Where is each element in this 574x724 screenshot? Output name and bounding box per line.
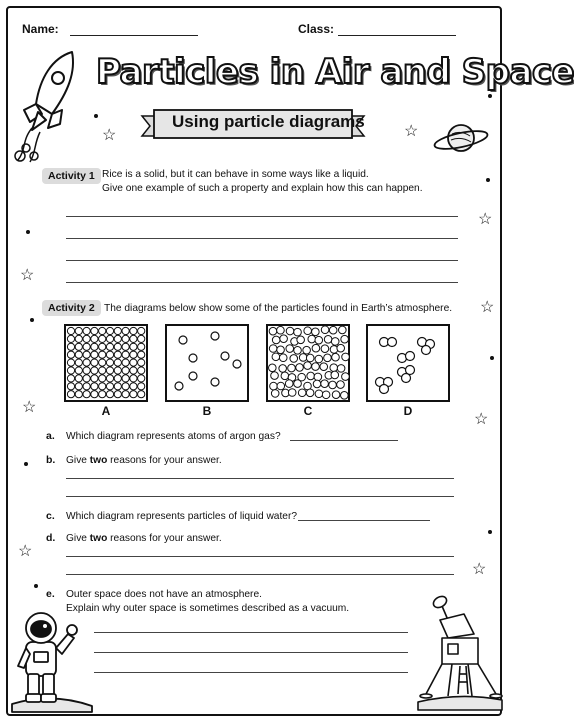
particle xyxy=(312,328,320,336)
particle xyxy=(75,367,82,374)
star-dot xyxy=(488,94,492,98)
particle xyxy=(337,365,345,373)
diagram-c-particles xyxy=(268,326,348,400)
particle xyxy=(332,391,340,399)
particle xyxy=(281,372,289,380)
answer-line[interactable] xyxy=(66,282,458,283)
particle xyxy=(106,359,113,366)
answer-line[interactable] xyxy=(66,556,454,557)
particle xyxy=(122,367,129,374)
answer-line[interactable] xyxy=(290,440,398,441)
particle xyxy=(67,375,74,382)
particle xyxy=(67,327,74,334)
particle xyxy=(83,351,90,358)
particle xyxy=(304,327,312,335)
answer-line[interactable] xyxy=(66,216,458,217)
particle xyxy=(296,364,304,372)
activity-1-tag: Activity 1 xyxy=(42,168,101,184)
answer-line[interactable] xyxy=(94,632,408,633)
particle xyxy=(138,391,145,398)
question-d-letter: d. xyxy=(46,532,56,544)
particle xyxy=(67,391,74,398)
particle xyxy=(91,327,98,334)
star-icon: ☆ xyxy=(478,211,493,228)
page-title: Particles in Air and Space xyxy=(96,52,574,92)
particle xyxy=(270,382,278,390)
activity-2-tag: Activity 2 xyxy=(42,300,101,316)
star-icon: ☆ xyxy=(20,267,35,284)
particle xyxy=(324,354,332,362)
particle xyxy=(294,346,302,354)
planet-icon xyxy=(432,118,490,158)
particle xyxy=(106,335,113,342)
particle xyxy=(315,336,323,344)
particle xyxy=(99,343,106,350)
particle xyxy=(67,383,74,390)
lunar-lander-icon xyxy=(418,594,502,710)
particle xyxy=(99,375,106,382)
activity-1-prompt-line1: Rice is a solid, but it can behave in some ways like a liquid. xyxy=(102,169,369,180)
star-icon: ☆ xyxy=(404,123,419,140)
particle xyxy=(272,336,280,344)
answer-line[interactable] xyxy=(66,238,458,239)
particle xyxy=(298,389,306,397)
particle xyxy=(308,335,316,343)
particle xyxy=(312,363,320,371)
particle xyxy=(321,345,329,353)
particle xyxy=(341,335,349,343)
particle xyxy=(286,345,294,353)
particle xyxy=(91,383,98,390)
particle xyxy=(303,346,311,354)
particle xyxy=(67,351,74,358)
particle xyxy=(99,351,106,358)
particle xyxy=(75,343,82,350)
particle xyxy=(114,351,121,358)
particle xyxy=(130,327,137,334)
diagram-a xyxy=(64,324,148,402)
particle xyxy=(304,362,312,370)
particle xyxy=(91,359,98,366)
particle xyxy=(307,372,315,380)
particle xyxy=(99,327,106,334)
particle xyxy=(321,326,329,334)
particle xyxy=(106,367,113,374)
activity-2-intro: The diagrams below show some of the particles found in Earth’s atmosphere. xyxy=(104,303,453,314)
particle xyxy=(290,355,298,363)
particle xyxy=(99,359,106,366)
particle xyxy=(138,367,145,374)
particle xyxy=(83,359,90,366)
question-c-letter: c. xyxy=(46,510,55,522)
particle xyxy=(297,336,305,344)
particle xyxy=(288,389,296,397)
question-e-line1: Outer space does not have an atmosphere. xyxy=(66,589,262,600)
diagram-a-label: A xyxy=(101,404,111,418)
particle xyxy=(114,343,121,350)
particle xyxy=(130,359,137,366)
particle xyxy=(114,359,121,366)
particle xyxy=(306,389,314,397)
particle xyxy=(306,354,314,362)
particle xyxy=(294,380,302,388)
particle xyxy=(83,367,90,374)
particle xyxy=(294,328,302,336)
particle xyxy=(130,335,137,342)
particle xyxy=(329,381,337,389)
particle xyxy=(114,383,121,390)
particle xyxy=(322,391,330,399)
particle xyxy=(67,335,74,342)
rocket-icon xyxy=(12,48,90,166)
answer-line[interactable] xyxy=(66,260,458,261)
particle xyxy=(339,326,347,334)
particle xyxy=(122,343,129,350)
particle xyxy=(314,373,322,381)
particle xyxy=(99,391,106,398)
astronaut-icon xyxy=(12,608,92,712)
particle xyxy=(332,353,340,361)
particle xyxy=(138,327,145,334)
particle xyxy=(122,351,129,358)
particle xyxy=(330,364,338,372)
particle xyxy=(114,367,121,374)
question-d-text: Give two reasons for your answer. xyxy=(66,533,222,544)
star-dot xyxy=(490,356,494,360)
particle xyxy=(114,375,121,382)
star-icon: ☆ xyxy=(22,399,37,416)
particle xyxy=(313,380,321,388)
star-dot xyxy=(24,462,28,466)
particle xyxy=(122,327,129,334)
particle xyxy=(312,344,320,352)
diagram-d-label: D xyxy=(403,404,413,418)
star-dot xyxy=(30,318,34,322)
particle xyxy=(138,359,145,366)
particle xyxy=(331,338,339,346)
particle xyxy=(272,353,280,361)
particle xyxy=(329,326,337,334)
particle xyxy=(277,346,285,354)
particle xyxy=(75,391,82,398)
particle xyxy=(99,367,106,374)
diagram-b-label: B xyxy=(202,404,212,418)
particle xyxy=(130,383,137,390)
particle xyxy=(106,391,113,398)
particle xyxy=(106,351,113,358)
activity-1-prompt-line2: Give one example of such a property and explain how this can happen. xyxy=(102,183,423,194)
particle xyxy=(337,344,345,352)
particle xyxy=(324,336,332,344)
name-label: Name: xyxy=(22,22,59,36)
diagram-c xyxy=(266,324,350,402)
question-b-text: Give two reasons for your answer. xyxy=(66,455,222,466)
question-a-text: Which diagram represents atoms of argon gas? xyxy=(66,431,281,442)
particle xyxy=(271,372,279,380)
particle xyxy=(106,343,113,350)
question-a-letter: a. xyxy=(46,430,55,442)
particle xyxy=(269,345,277,353)
page-subtitle: Using particle diagrams xyxy=(172,112,365,131)
star-icon: ☆ xyxy=(472,561,487,578)
particle xyxy=(286,327,294,335)
particle xyxy=(122,391,129,398)
particle xyxy=(83,327,90,334)
particle xyxy=(83,343,90,350)
particle xyxy=(75,359,82,366)
particle xyxy=(130,367,137,374)
particle xyxy=(271,390,279,398)
particle xyxy=(269,364,277,372)
particle xyxy=(315,355,323,363)
particle xyxy=(277,382,285,390)
diagram-c-label: C xyxy=(303,404,313,418)
star-dot xyxy=(34,584,38,588)
class-field[interactable] xyxy=(338,35,456,36)
particle xyxy=(91,335,98,342)
particle xyxy=(75,383,82,390)
particle xyxy=(138,335,145,342)
particle xyxy=(138,383,145,390)
particle xyxy=(269,327,277,335)
particle xyxy=(91,375,98,382)
particle xyxy=(285,380,293,388)
particle xyxy=(99,335,106,342)
star-dot xyxy=(94,114,98,118)
particle xyxy=(341,391,349,399)
diagram-b xyxy=(165,324,249,402)
star-dot xyxy=(488,530,492,534)
question-e-line2: Explain why outer space is sometimes described as a vacuum. xyxy=(66,603,350,614)
diagram-d-particles xyxy=(368,326,448,400)
question-e-letter: e. xyxy=(46,588,55,600)
answer-line[interactable] xyxy=(298,520,430,521)
particle xyxy=(122,335,129,342)
particle xyxy=(130,351,137,358)
particle xyxy=(67,343,74,350)
particle xyxy=(75,351,82,358)
particle xyxy=(106,327,113,334)
particle xyxy=(342,353,350,361)
particle xyxy=(130,375,137,382)
diagram-a-particles xyxy=(66,326,146,400)
star-dot xyxy=(486,178,490,182)
particle xyxy=(321,380,329,388)
answer-line[interactable] xyxy=(94,652,408,653)
answer-line[interactable] xyxy=(94,672,408,673)
particle xyxy=(83,375,90,382)
particle xyxy=(280,335,288,343)
particle xyxy=(67,367,74,374)
particle xyxy=(331,371,339,379)
particle xyxy=(91,367,98,374)
particle xyxy=(91,391,98,398)
diagram-d xyxy=(366,324,450,402)
star-icon: ☆ xyxy=(474,411,489,428)
particle xyxy=(91,343,98,350)
question-c-text: Which diagram represents particles of liquid water? xyxy=(66,511,298,522)
particle xyxy=(122,359,129,366)
particle xyxy=(277,326,285,334)
particle xyxy=(75,375,82,382)
star-icon: ☆ xyxy=(480,299,495,316)
star-icon: ☆ xyxy=(102,127,117,144)
star-dot xyxy=(26,230,30,234)
particle xyxy=(279,365,287,373)
particle xyxy=(342,373,350,381)
particle xyxy=(320,363,328,371)
particle xyxy=(114,327,121,334)
particle xyxy=(138,375,145,382)
particle xyxy=(114,335,121,342)
answer-line[interactable] xyxy=(66,478,454,479)
particle xyxy=(83,335,90,342)
particle xyxy=(114,391,121,398)
particle xyxy=(315,390,323,398)
particle xyxy=(130,391,137,398)
particle xyxy=(299,354,307,362)
particle xyxy=(122,383,129,390)
particle xyxy=(288,364,296,372)
particle xyxy=(106,383,113,390)
particle xyxy=(138,343,145,350)
answer-line[interactable] xyxy=(66,496,454,497)
name-field[interactable] xyxy=(70,35,198,36)
particle xyxy=(337,381,345,389)
particle xyxy=(138,351,145,358)
particle xyxy=(130,343,137,350)
particle xyxy=(106,375,113,382)
class-label: Class: xyxy=(298,22,335,36)
question-b-letter: b. xyxy=(46,454,56,466)
particle xyxy=(75,327,82,334)
particle xyxy=(67,359,74,366)
particle xyxy=(83,391,90,398)
particle xyxy=(83,383,90,390)
particle xyxy=(91,351,98,358)
particle xyxy=(279,354,287,362)
diagram-b-particles xyxy=(167,326,247,400)
answer-line[interactable] xyxy=(66,574,454,575)
particle xyxy=(99,383,106,390)
star-icon: ☆ xyxy=(18,543,33,560)
particle xyxy=(75,335,82,342)
particle xyxy=(122,375,129,382)
